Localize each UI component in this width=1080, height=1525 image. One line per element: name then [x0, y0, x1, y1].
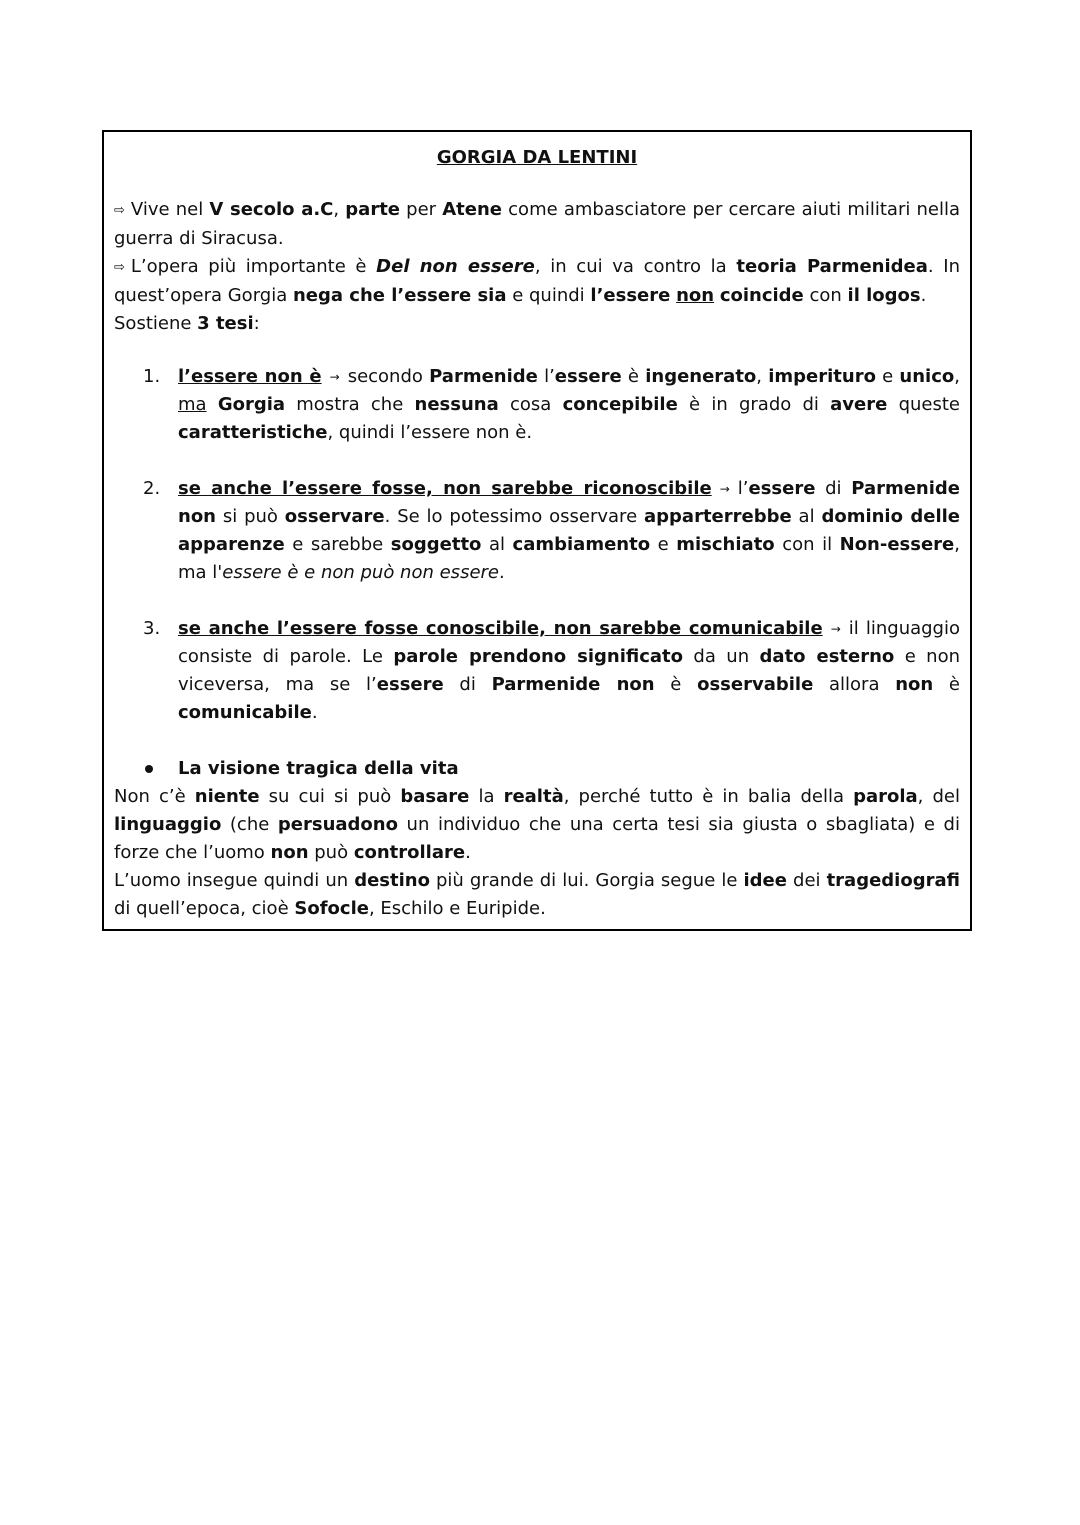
small-right-arrow-icon: →	[329, 370, 340, 384]
tragic-vision-heading: La visione tragica della vita	[114, 755, 960, 783]
tragic-paragraph-2: L’uomo insegue quindi un destino più grande di lui. Gorgia segue le idee dei tragediografi di quell’epoca, cioè Sofocle, Eschilo e Euripide.	[114, 870, 960, 919]
thesis-item-1: 1. l’essere non è → secondo Parmenide l’essere è ingenerato, imperituro e unico, ma Gorgia mostra che nessuna cosa concepibile è in grado di avere queste caratteristiche, quindi l’essere non è.	[114, 363, 960, 447]
right-arrow-icon: ⇨	[114, 203, 125, 218]
thesis-item-3: 3. se anche l’essere fosse conoscibile, non sarebbe comunicabile → il linguaggio consiste di parole. Le parole prendono significato da un dato esterno e non viceversa, ma se l’essere di Parmenide non è osservabile allora non è comunicabile.	[114, 615, 960, 727]
theses-list	[114, 363, 960, 727]
intro-paragraph-2: ⇨ L’opera più importante è Del non essere, in cui va contro la teoria Parmenidea. In quest’opera Gorgia nega che l’essere sia e quindi l’essere non coincide con il logos.	[114, 256, 961, 306]
tragic-paragraph-1: Non c’è niente su cui si può basare la realtà, perché tutto è in balia della parola, del linguaggio (che persuadono un individuo che una certa tesi sia giusta o sbagliata) e di forze che l’uomo non può controllare.	[114, 786, 960, 863]
right-arrow-icon: ⇨	[114, 260, 125, 275]
thesis-number: 3.	[143, 618, 161, 639]
thesis-number: 2.	[143, 478, 161, 499]
page-title: GORGIA DA LENTINI	[436, 147, 638, 168]
thesis-number: 1.	[143, 366, 161, 387]
content-box	[102, 130, 972, 931]
thesis-item-2: 2. se anche l’essere fosse, non sarebbe riconoscibile → l’essere di Parmenide non si può osservare. Se lo potessimo osservare apparterrebbe al dominio delle apparenze e sarebbe soggetto al cambiamento e mischiato con il Non-essere, ma l'essere è e non può non essere.	[114, 475, 960, 587]
small-right-arrow-icon: →	[830, 622, 841, 636]
bullet-icon	[145, 765, 153, 773]
intro-paragraph-3: Sostiene 3 tesi:	[114, 313, 260, 334]
small-right-arrow-icon: →	[719, 482, 730, 496]
intro-paragraph-1: ⇨ Vive nel V secolo a.C, parte per Atene come ambasciatore per cercare aiuti militari nella guerra di Siracusa.	[114, 199, 961, 249]
